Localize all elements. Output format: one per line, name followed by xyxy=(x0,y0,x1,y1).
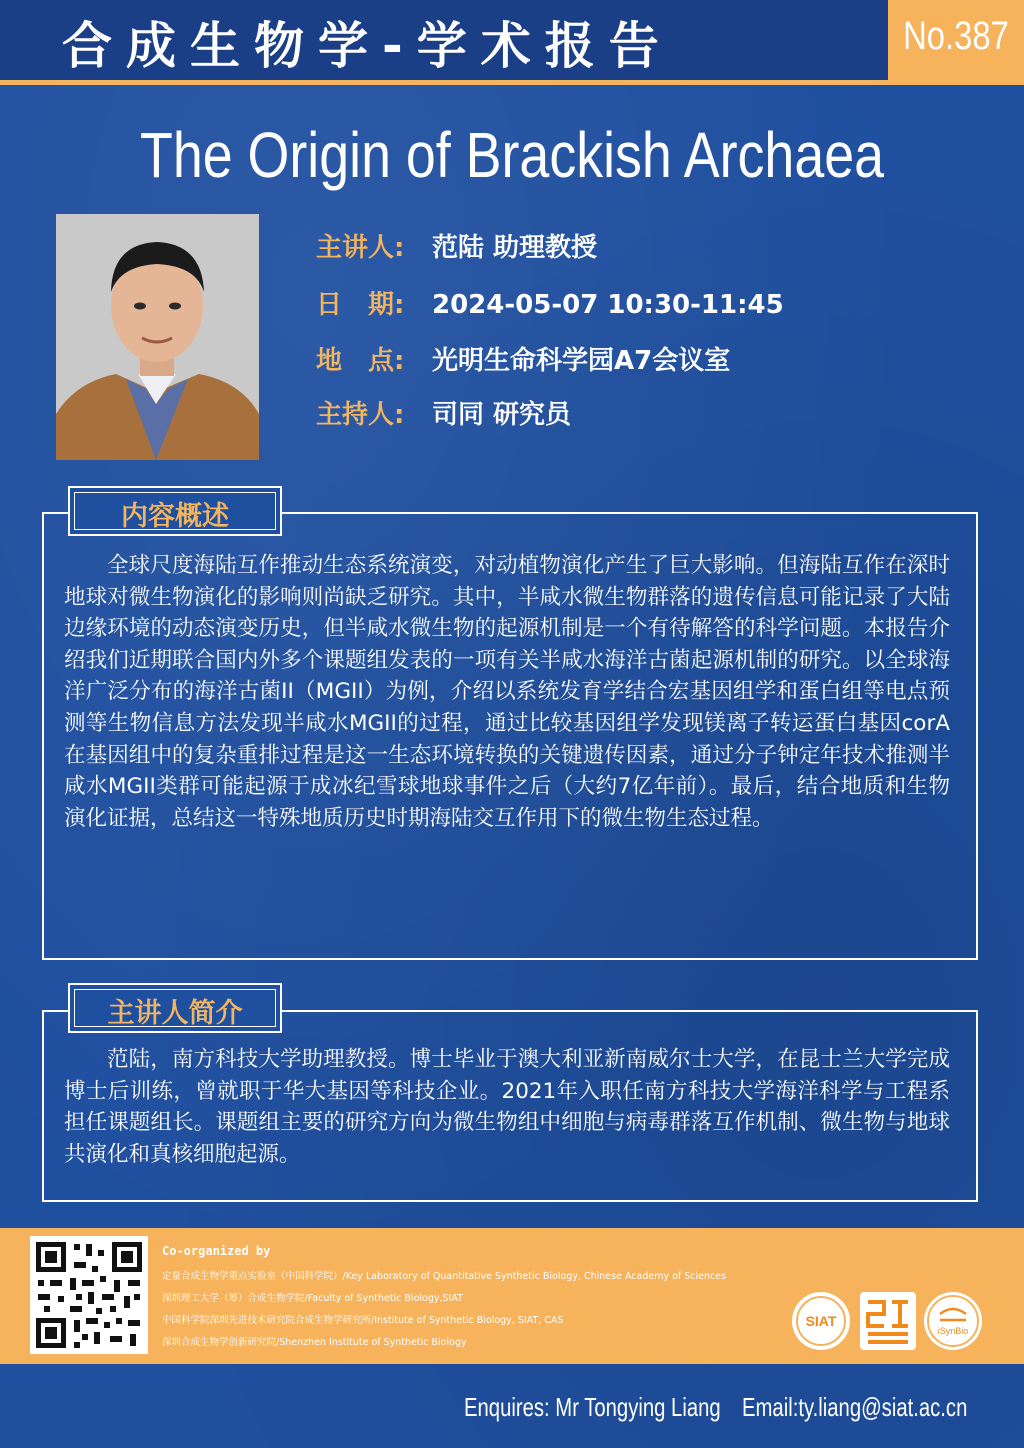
location-value: 光明生命科学园A7会议室 xyxy=(432,346,731,376)
abstract-text: 全球尺度海陆互作推动生态系统演变，对动植物演化产生了巨大影响。但海陆互作在深时地球对微生物演化的影响则尚缺乏研究。其中，半咸水微生物群落的遗传信息可能记录了大陆边缘环境的动态演变历史，但半咸水微生物的起源机制是一个有待解答的科学问题。本报告介绍我们近期联合国内外多个课题组发表的一项有关半咸水海洋古菌起源机制的研究。以全球海洋广泛分布的海洋古菌II（MGII）为例，介绍以系统发育学结合宏基因组学和蛋白组等电点预测等生物信息方法发现半咸水MGII的过程，通过比较基因组学发现镁离子转运蛋白基因corA在基因组中的复杂重排过程是这一生态环境转换的关键遗传因素，通过分子钟定年技术推测半咸水MGII类群可能起源于成冰纪雪球地球事件之后（大约7亿年前）。最后，结合地质和生物演化证据，总结这一特殊地质历史时期海陆交互作用下的微生物生态过程。 xyxy=(64,553,950,831)
abstract-heading-tab xyxy=(68,486,282,536)
speaker-photo xyxy=(56,214,259,460)
sitsyn-logo-icon xyxy=(858,1290,918,1352)
speaker-value: 范陆 助理教授 xyxy=(432,233,598,263)
abstract-section xyxy=(42,512,978,960)
qr-code xyxy=(30,1236,148,1354)
location-label: 地 点: xyxy=(316,346,405,376)
org-line: 定量合成生物学重点实验室（中国科学院）/Key Laboratory of Quantitative Synthetic Biology, Chinese Academy of Sciences xyxy=(162,1271,727,1282)
talk-title: The Origin of Brackish Archaea xyxy=(139,119,885,191)
enquiries-contact: Enquires: Mr Tongying Liang xyxy=(464,1392,721,1422)
isynbio-logo-text: iSynBio xyxy=(937,1326,969,1336)
speaker-portrait-icon xyxy=(56,214,259,460)
qr-code-icon xyxy=(30,1236,148,1354)
siat-logo-text: SIAT xyxy=(805,1313,837,1329)
abstract-heading: 内容概述 xyxy=(121,501,229,532)
speaker-label: 主讲人: xyxy=(316,233,405,263)
host-label: 主持人: xyxy=(316,400,405,430)
header-bar xyxy=(0,0,888,85)
host-row xyxy=(316,394,571,431)
series-title: 合成生物学-学术报告 xyxy=(62,17,673,75)
siat-logo-icon xyxy=(790,1290,852,1352)
isynbio-logo-icon xyxy=(922,1290,984,1352)
speaker-row xyxy=(316,227,597,264)
date-row xyxy=(316,284,784,321)
email-contact[interactable]: Email:ty.liang@siat.ac.cn xyxy=(742,1392,968,1422)
host-value: 司同 研究员 xyxy=(432,400,572,430)
org-line: 深圳理工大学（筹）合成生物学院/Faculty of Synthetic Biology,SIAT xyxy=(162,1293,463,1304)
bio-section xyxy=(42,1010,978,1202)
org-line: 深圳合成生物学创新研究院/Shenzhen Institute of Synthetic Biology xyxy=(162,1337,467,1348)
bio-heading-tab xyxy=(68,983,282,1033)
date-label: 日 期: xyxy=(316,290,405,320)
bio-text: 范陆，南方科技大学助理教授。博士毕业于澳大利亚新南威尔士大学，在昆士兰大学完成博士后训练，曾就职于华大基因等科技企业。2021年入职任南方科技大学海洋科学与工程系担任课题组长。课题组主要的研究方向为微生物组中细胞与病毒群落互作机制、微生物与地球共演化和真核细胞起源。 xyxy=(64,1047,950,1167)
co-organized-label: Co-organized by xyxy=(162,1244,271,1258)
bio-heading: 主讲人简介 xyxy=(107,998,243,1029)
issue-badge xyxy=(888,0,1024,85)
org-line: 中国科学院深圳先进技术研究院合成生物学研究所/Institute of Synthetic Biology, SIAT, CAS xyxy=(162,1315,564,1326)
location-row xyxy=(316,340,730,377)
date-value: 2024-05-07 10:30-11:45 xyxy=(432,290,784,320)
co-organizers xyxy=(157,1228,787,1364)
issue-number: No.387 xyxy=(903,14,1009,58)
